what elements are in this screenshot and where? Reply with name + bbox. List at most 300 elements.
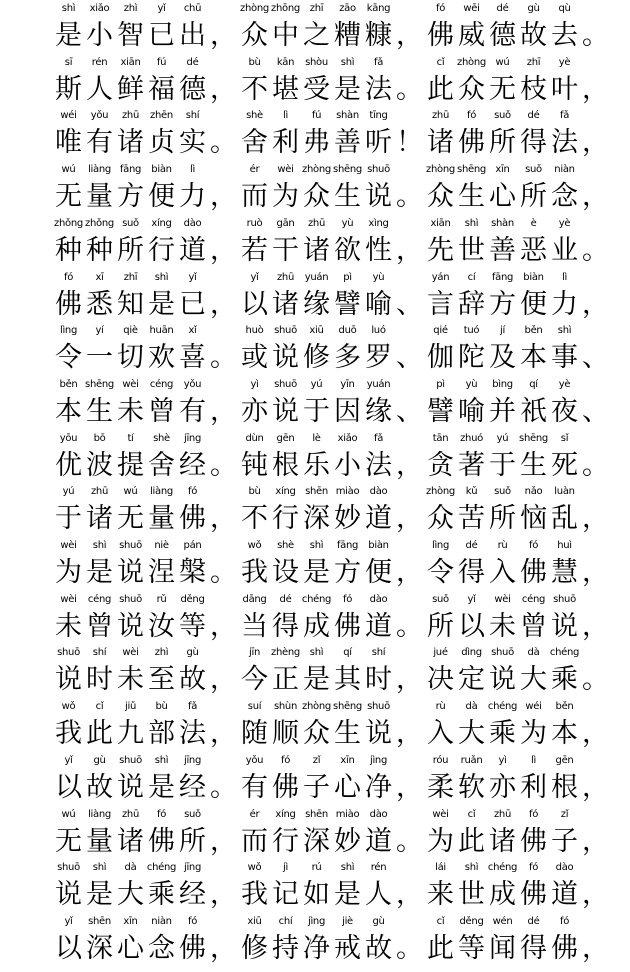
hanzi-character: 佛 (55, 288, 82, 320)
pinyin-annotation: xíng (275, 808, 296, 820)
hanzi-character: 以 (55, 932, 82, 964)
hanzi-character: 故 (520, 20, 547, 51)
pinyin-annotation: yù (341, 217, 354, 229)
pinyin-annotation: fāng (336, 540, 359, 551)
hanzi-character: ， (396, 503, 423, 535)
hanzi-character: 贞 (148, 127, 175, 159)
hanzi-character: 于 (303, 395, 330, 427)
pinyin-annotation: yǐ (188, 271, 197, 283)
hanzi-character: 慧 (551, 557, 578, 588)
hanzi-character: 我 (55, 718, 82, 750)
pinyin-annotation: qí (529, 378, 538, 390)
hanzi-character: 众 (458, 73, 485, 105)
hanzi-character: ！ (396, 127, 423, 159)
pinyin-annotation: zhòng (240, 3, 269, 14)
hanzi-character: ， (396, 879, 423, 911)
hanzi-character: 佛 (334, 610, 361, 642)
pinyin-annotation: fǎ (373, 432, 384, 444)
hanzi-character: 乘 (489, 718, 516, 750)
hanzi-character: 死 (551, 449, 578, 481)
hanzi-character: 子 (551, 825, 578, 857)
pinyin-annotation: miào (335, 486, 360, 498)
pinyin-annotation: shí (92, 647, 107, 659)
hanzi-character: 深 (303, 825, 330, 857)
hanzi-character: 、 (582, 395, 609, 427)
hanzi-character: 枝 (520, 73, 547, 105)
pinyin-annotation: chéng (301, 593, 332, 605)
hanzi-character: 定 (458, 664, 485, 696)
hanzi-character: 德 (489, 20, 516, 51)
hanzi-character: 生 (458, 181, 485, 213)
hanzi-character: 量 (86, 825, 113, 857)
hanzi-character: 、 (396, 288, 423, 320)
character-cell (580, 539, 611, 595)
hanzi-character: 业 (551, 234, 578, 266)
hanzi-character: 令 (427, 557, 454, 588)
hanzi-character: 叶 (551, 73, 578, 105)
pinyin-annotation: wú (61, 808, 76, 820)
pinyin-annotation (572, 593, 619, 607)
pinyin-annotation: shēng (333, 164, 362, 176)
pinyin-annotation: lì (531, 754, 536, 766)
pinyin-annotation (572, 432, 619, 446)
hanzi-character: 是 (148, 771, 175, 803)
hanzi-character: ， (210, 288, 237, 320)
hanzi-character: 以 (241, 288, 268, 320)
pinyin-annotation: shì (92, 862, 107, 874)
pinyin-annotation: kāng (366, 3, 391, 14)
character-cell (580, 485, 611, 541)
text-line (53, 646, 613, 702)
hanzi-character: ， (396, 718, 423, 750)
hanzi-character: 量 (86, 181, 113, 213)
pinyin-annotation: shòu (305, 56, 328, 68)
hanzi-character: 无 (489, 73, 516, 105)
hanzi-character: 。 (210, 449, 237, 481)
pinyin-annotation: dāng (242, 593, 267, 605)
hanzi-character: 所 (117, 234, 144, 266)
pinyin-annotation: yè (558, 217, 571, 229)
hanzi-character: 小 (86, 20, 113, 51)
pinyin-annotation: cǐ (467, 808, 476, 820)
pinyin-annotation: shì (340, 56, 355, 68)
hanzi-character: 槃 (179, 557, 206, 588)
hanzi-character: 。 (396, 610, 423, 642)
pinyin-annotation: shì (557, 325, 572, 337)
hanzi-character: ， (396, 449, 423, 481)
hanzi-character: 故 (86, 771, 113, 803)
hanzi-character: 知 (117, 288, 144, 320)
pinyin-annotation: xiǎo (337, 432, 358, 444)
pinyin-annotation: dà (527, 647, 540, 659)
hanzi-character: 。 (396, 825, 423, 857)
pinyin-annotation: xíng (151, 217, 172, 229)
hanzi-character: 欢 (148, 342, 175, 374)
hanzi-character: 事 (551, 342, 578, 374)
hanzi-character: 决 (427, 664, 454, 696)
hanzi-character: 佛 (520, 825, 547, 857)
hanzi-character: 干 (272, 234, 299, 266)
hanzi-character: 生 (334, 718, 361, 750)
hanzi-character: 利 (520, 771, 547, 803)
pinyin-annotation: céng (87, 593, 112, 605)
pinyin-annotation: pì (436, 378, 445, 390)
hanzi-character: 修 (303, 342, 330, 374)
hanzi-character: 中 (272, 20, 299, 51)
hanzi-character: 今 (241, 664, 268, 696)
pinyin-annotation: rén (91, 56, 108, 68)
pinyin-annotation: biàn (368, 540, 389, 551)
pinyin-annotation: suǒ (494, 486, 511, 498)
pinyin-annotation: fó (435, 3, 446, 14)
hanzi-character: 舍 (241, 127, 268, 159)
pinyin-annotation: shēng (333, 701, 362, 713)
pinyin-annotation: yè (558, 56, 571, 68)
pinyin-annotation: dào (555, 862, 574, 874)
hanzi-character: 来 (427, 879, 454, 911)
pinyin-annotation: suǒ (184, 808, 201, 820)
text-line (53, 808, 613, 864)
hanzi-character: 根 (551, 771, 578, 803)
pinyin-annotation: zhī (526, 56, 541, 68)
text-line (53, 109, 613, 165)
pinyin-annotation: děng (180, 593, 205, 605)
hanzi-character: 。 (396, 181, 423, 213)
hanzi-character: 深 (86, 932, 113, 964)
hanzi-character: 说 (55, 879, 82, 911)
hanzi-character: 欲 (334, 234, 361, 266)
pinyin-annotation: gù (93, 754, 106, 766)
pinyin-annotation: wǒ (61, 701, 76, 713)
hanzi-character: 乘 (148, 879, 175, 911)
hanzi-character: 此 (427, 932, 454, 964)
hanzi-character: 于 (489, 449, 516, 481)
hanzi-character: 顺 (272, 718, 299, 750)
text-line (53, 56, 613, 112)
hanzi-character: 道 (365, 503, 392, 535)
pinyin-annotation: yán (431, 271, 450, 283)
pinyin-annotation: niè (154, 540, 169, 551)
pinyin-annotation: fǎ (373, 56, 384, 68)
pinyin-annotation: xiān (430, 217, 451, 229)
pinyin-annotation: è (530, 217, 537, 229)
hanzi-character: 。 (396, 932, 423, 964)
pinyin-annotation: fó (528, 862, 539, 874)
hanzi-character: 亦 (241, 395, 268, 427)
hanzi-character: ， (210, 20, 237, 51)
pinyin-annotation: rù (497, 540, 508, 551)
hanzi-character: 是 (303, 557, 330, 588)
hanzi-character: 说 (551, 610, 578, 642)
pinyin-annotation: jīng (183, 754, 202, 766)
character-cell (580, 324, 611, 380)
character-cell (580, 808, 611, 864)
character-cell (580, 271, 611, 327)
hanzi-character: ， (210, 825, 237, 857)
pinyin-annotation: yè (558, 378, 571, 390)
pinyin-annotation: zhū (121, 110, 140, 122)
hanzi-character: 无 (117, 503, 144, 535)
pinyin-annotation: wèi (494, 593, 511, 605)
hanzi-character: 德 (179, 73, 206, 105)
pinyin-annotation: zǐ (560, 808, 569, 820)
pinyin-annotation: zǐ (312, 754, 321, 766)
pinyin-annotation: tīng (369, 110, 388, 122)
hanzi-character: 缘 (303, 288, 330, 320)
pinyin-annotation: jīng (183, 432, 202, 444)
hanzi-character: ， (582, 825, 609, 857)
pinyin-annotation: zhì (154, 647, 169, 659)
pinyin-annotation: yǒu (183, 378, 202, 390)
hanzi-character: 于 (55, 503, 82, 535)
hanzi-character: 道 (365, 610, 392, 642)
hanzi-character: 道 (365, 825, 392, 857)
pinyin-annotation: xīn (340, 754, 355, 766)
text-line (53, 271, 613, 327)
hanzi-character: 出 (179, 20, 206, 51)
pinyin-annotation: shuō (57, 862, 80, 874)
hanzi-character: 是 (303, 664, 330, 696)
pinyin-annotation (572, 271, 619, 285)
pinyin-annotation (572, 646, 619, 660)
hanzi-character: 善 (489, 234, 516, 266)
character-cell (580, 646, 611, 702)
hanzi-character: 。 (210, 342, 237, 374)
pinyin-annotation: lái (435, 862, 446, 874)
pinyin-annotation: shí (185, 110, 200, 122)
hanzi-character: 喜 (179, 342, 206, 374)
hanzi-character: 修 (241, 932, 268, 964)
hanzi-character: 方 (117, 181, 144, 213)
hanzi-character: 先 (427, 234, 454, 266)
pinyin-annotation: shuō (119, 540, 142, 551)
pinyin-annotation: yǒu (245, 754, 264, 766)
pinyin-annotation: shēn (305, 808, 328, 820)
pinyin-annotation: rǔ (156, 593, 167, 605)
pinyin-annotation: suǒ (525, 164, 542, 176)
hanzi-character: 经 (179, 771, 206, 803)
pinyin-annotation: gù (372, 915, 385, 927)
hanzi-character: 入 (489, 557, 516, 588)
hanzi-character: 念 (148, 932, 175, 964)
hanzi-character: 所 (489, 503, 516, 535)
hanzi-character: 恼 (520, 503, 547, 535)
hanzi-character: 无 (55, 825, 82, 857)
pinyin-annotation: biàn (151, 164, 172, 176)
pinyin-annotation: wèi (60, 540, 77, 551)
pinyin-annotation (572, 378, 619, 392)
pinyin-annotation: yù (372, 271, 385, 283)
pinyin-annotation: fó (280, 754, 291, 766)
hanzi-character: 说 (365, 718, 392, 750)
hanzi-character: 提 (117, 449, 144, 481)
hanzi-character: 受 (303, 73, 330, 105)
pinyin-annotation: yōu (59, 432, 78, 444)
hanzi-character: 根 (272, 449, 299, 481)
pinyin-annotation: gù (527, 3, 540, 14)
pinyin-annotation: liàng (150, 486, 173, 498)
hanzi-character: 罗 (365, 342, 392, 374)
pinyin-annotation: wèi (277, 164, 294, 176)
pinyin-annotation (572, 700, 619, 714)
pinyin-annotation: yīn (340, 378, 355, 390)
hanzi-character: 所 (489, 127, 516, 159)
text-line (53, 217, 613, 273)
hanzi-character: 及 (489, 342, 516, 374)
pinyin-annotation: zhuó (460, 432, 483, 444)
pinyin-annotation: xiān (120, 56, 141, 68)
hanzi-character: 、 (396, 395, 423, 427)
hanzi-character: 切 (117, 342, 144, 374)
hanzi-character: 此 (427, 73, 454, 105)
hanzi-character: 行 (272, 825, 299, 857)
pinyin-annotation: qù (558, 3, 571, 14)
pinyin-annotation: shēn (305, 486, 328, 498)
pinyin-annotation (572, 324, 619, 338)
pinyin-annotation: fó (528, 808, 539, 820)
hanzi-character: 著 (458, 449, 485, 481)
text-line (53, 593, 613, 649)
hanzi-character: 已 (148, 20, 175, 51)
hanzi-character: 涅 (148, 557, 175, 588)
hanzi-character: 力 (179, 181, 206, 213)
text-line (53, 539, 613, 595)
hanzi-character: 得 (520, 932, 547, 964)
hanzi-character: 我 (241, 879, 268, 911)
pinyin-annotation: kǔ (465, 486, 478, 498)
pinyin-annotation: xī (95, 271, 104, 283)
pinyin-annotation: gān (276, 217, 295, 229)
pinyin-annotation: děng (459, 915, 484, 927)
hanzi-character: ， (210, 664, 237, 696)
pinyin-annotation: wèi (60, 593, 77, 605)
pinyin-annotation: zhī (123, 271, 138, 283)
hanzi-character: 方 (489, 288, 516, 320)
hanzi-character: 生 (334, 181, 361, 213)
hanzi-character: 本 (551, 718, 578, 750)
hanzi-character: 之 (303, 20, 330, 51)
hanzi-character: 经 (179, 879, 206, 911)
pinyin-annotation: yǒu (90, 110, 109, 122)
pinyin-annotation: wèi (122, 647, 139, 659)
hanzi-character: 辞 (458, 288, 485, 320)
character-cell (580, 432, 611, 488)
pinyin-annotation: shuō (119, 754, 142, 766)
hanzi-character: 苦 (458, 503, 485, 535)
pinyin-annotation: yú (62, 486, 75, 498)
hanzi-character: 因 (334, 395, 361, 427)
hanzi-character: 经 (179, 449, 206, 481)
pinyin-annotation: jīn (249, 647, 260, 659)
pinyin-annotation: bù (155, 701, 168, 713)
pinyin-annotation: zhū (307, 217, 326, 229)
pinyin-annotation: yú (310, 378, 323, 390)
pinyin-annotation: jiǔ (125, 701, 136, 713)
text-line (53, 485, 613, 541)
hanzi-character: 有 (86, 127, 113, 159)
pinyin-annotation: dà (465, 701, 478, 713)
hanzi-character: 世 (458, 234, 485, 266)
pinyin-annotation: kān (276, 56, 295, 68)
text-line (53, 915, 613, 971)
pinyin-annotation: suí (247, 701, 262, 713)
hanzi-character: ， (582, 932, 609, 964)
hanzi-character: 恶 (520, 234, 547, 266)
pinyin-annotation: tí (127, 432, 134, 444)
pinyin-annotation: duō (338, 325, 357, 337)
hanzi-character: ， (582, 718, 609, 750)
hanzi-character: 诸 (489, 825, 516, 857)
pinyin-annotation: bù (248, 486, 261, 498)
hanzi-character: 成 (303, 610, 330, 642)
pinyin-annotation: chéng (487, 701, 518, 713)
hanzi-character: 所 (179, 825, 206, 857)
pinyin-annotation: róu (432, 754, 449, 766)
pinyin-annotation: cǐ (95, 701, 104, 713)
pinyin-annotation: qí (343, 647, 352, 659)
pinyin-annotation: shùn (273, 701, 298, 713)
pinyin-annotation: yuán (366, 378, 391, 390)
pinyin-annotation: shì (92, 540, 107, 551)
character-cell (580, 861, 611, 917)
hanzi-character: ， (396, 664, 423, 696)
hanzi-character: 说 (365, 181, 392, 213)
hanzi-character: 糟 (334, 20, 361, 51)
pinyin-annotation: wèi (122, 378, 139, 390)
hanzi-character: 是 (86, 879, 113, 911)
hanzi-character: 便 (520, 288, 547, 320)
pinyin-annotation: shì (464, 217, 479, 229)
pinyin-annotation: shuō (119, 593, 142, 605)
pinyin-annotation (572, 754, 619, 768)
pinyin-annotation: běn (59, 378, 78, 390)
hanzi-character: 闻 (489, 932, 516, 964)
text-line (53, 324, 613, 380)
pinyin-annotation (572, 485, 619, 499)
pinyin-annotation: xīn (495, 164, 510, 176)
hanzi-character: 生 (520, 449, 547, 481)
hanzi-character: 随 (241, 718, 268, 750)
text-line (53, 378, 613, 434)
hanzi-character: 本 (55, 395, 82, 427)
character-cell (580, 378, 611, 434)
pinyin-annotation: gēn (276, 432, 295, 444)
pinyin-annotation: shì (154, 271, 169, 283)
pinyin-annotation: shì (309, 647, 324, 659)
pinyin-annotation: jì (283, 862, 288, 874)
pinyin-annotation: shēn (88, 915, 111, 927)
pinyin-annotation: shuō (553, 593, 576, 605)
hanzi-character: 此 (458, 825, 485, 857)
hanzi-character: 是 (334, 73, 361, 105)
hanzi-character: 亦 (489, 771, 516, 803)
hanzi-character: 说 (117, 610, 144, 642)
text-line (53, 432, 613, 488)
pinyin-annotation: shàn (491, 217, 514, 229)
hanzi-character: ， (396, 20, 423, 51)
pinyin-annotation: huān (149, 325, 174, 337)
pinyin-annotation: miào (335, 808, 360, 820)
pinyin-annotation: zhēn (150, 110, 173, 122)
pinyin-annotation: wēi (463, 3, 480, 14)
hanzi-character: 故 (365, 932, 392, 964)
hanzi-character: 、 (396, 342, 423, 374)
hanzi-character: 说 (55, 664, 82, 696)
hanzi-character: 是 (55, 20, 82, 51)
hanzi-character: ， (582, 73, 609, 105)
pinyin-annotation: fó (156, 808, 167, 820)
hanzi-character: 。 (582, 234, 609, 266)
